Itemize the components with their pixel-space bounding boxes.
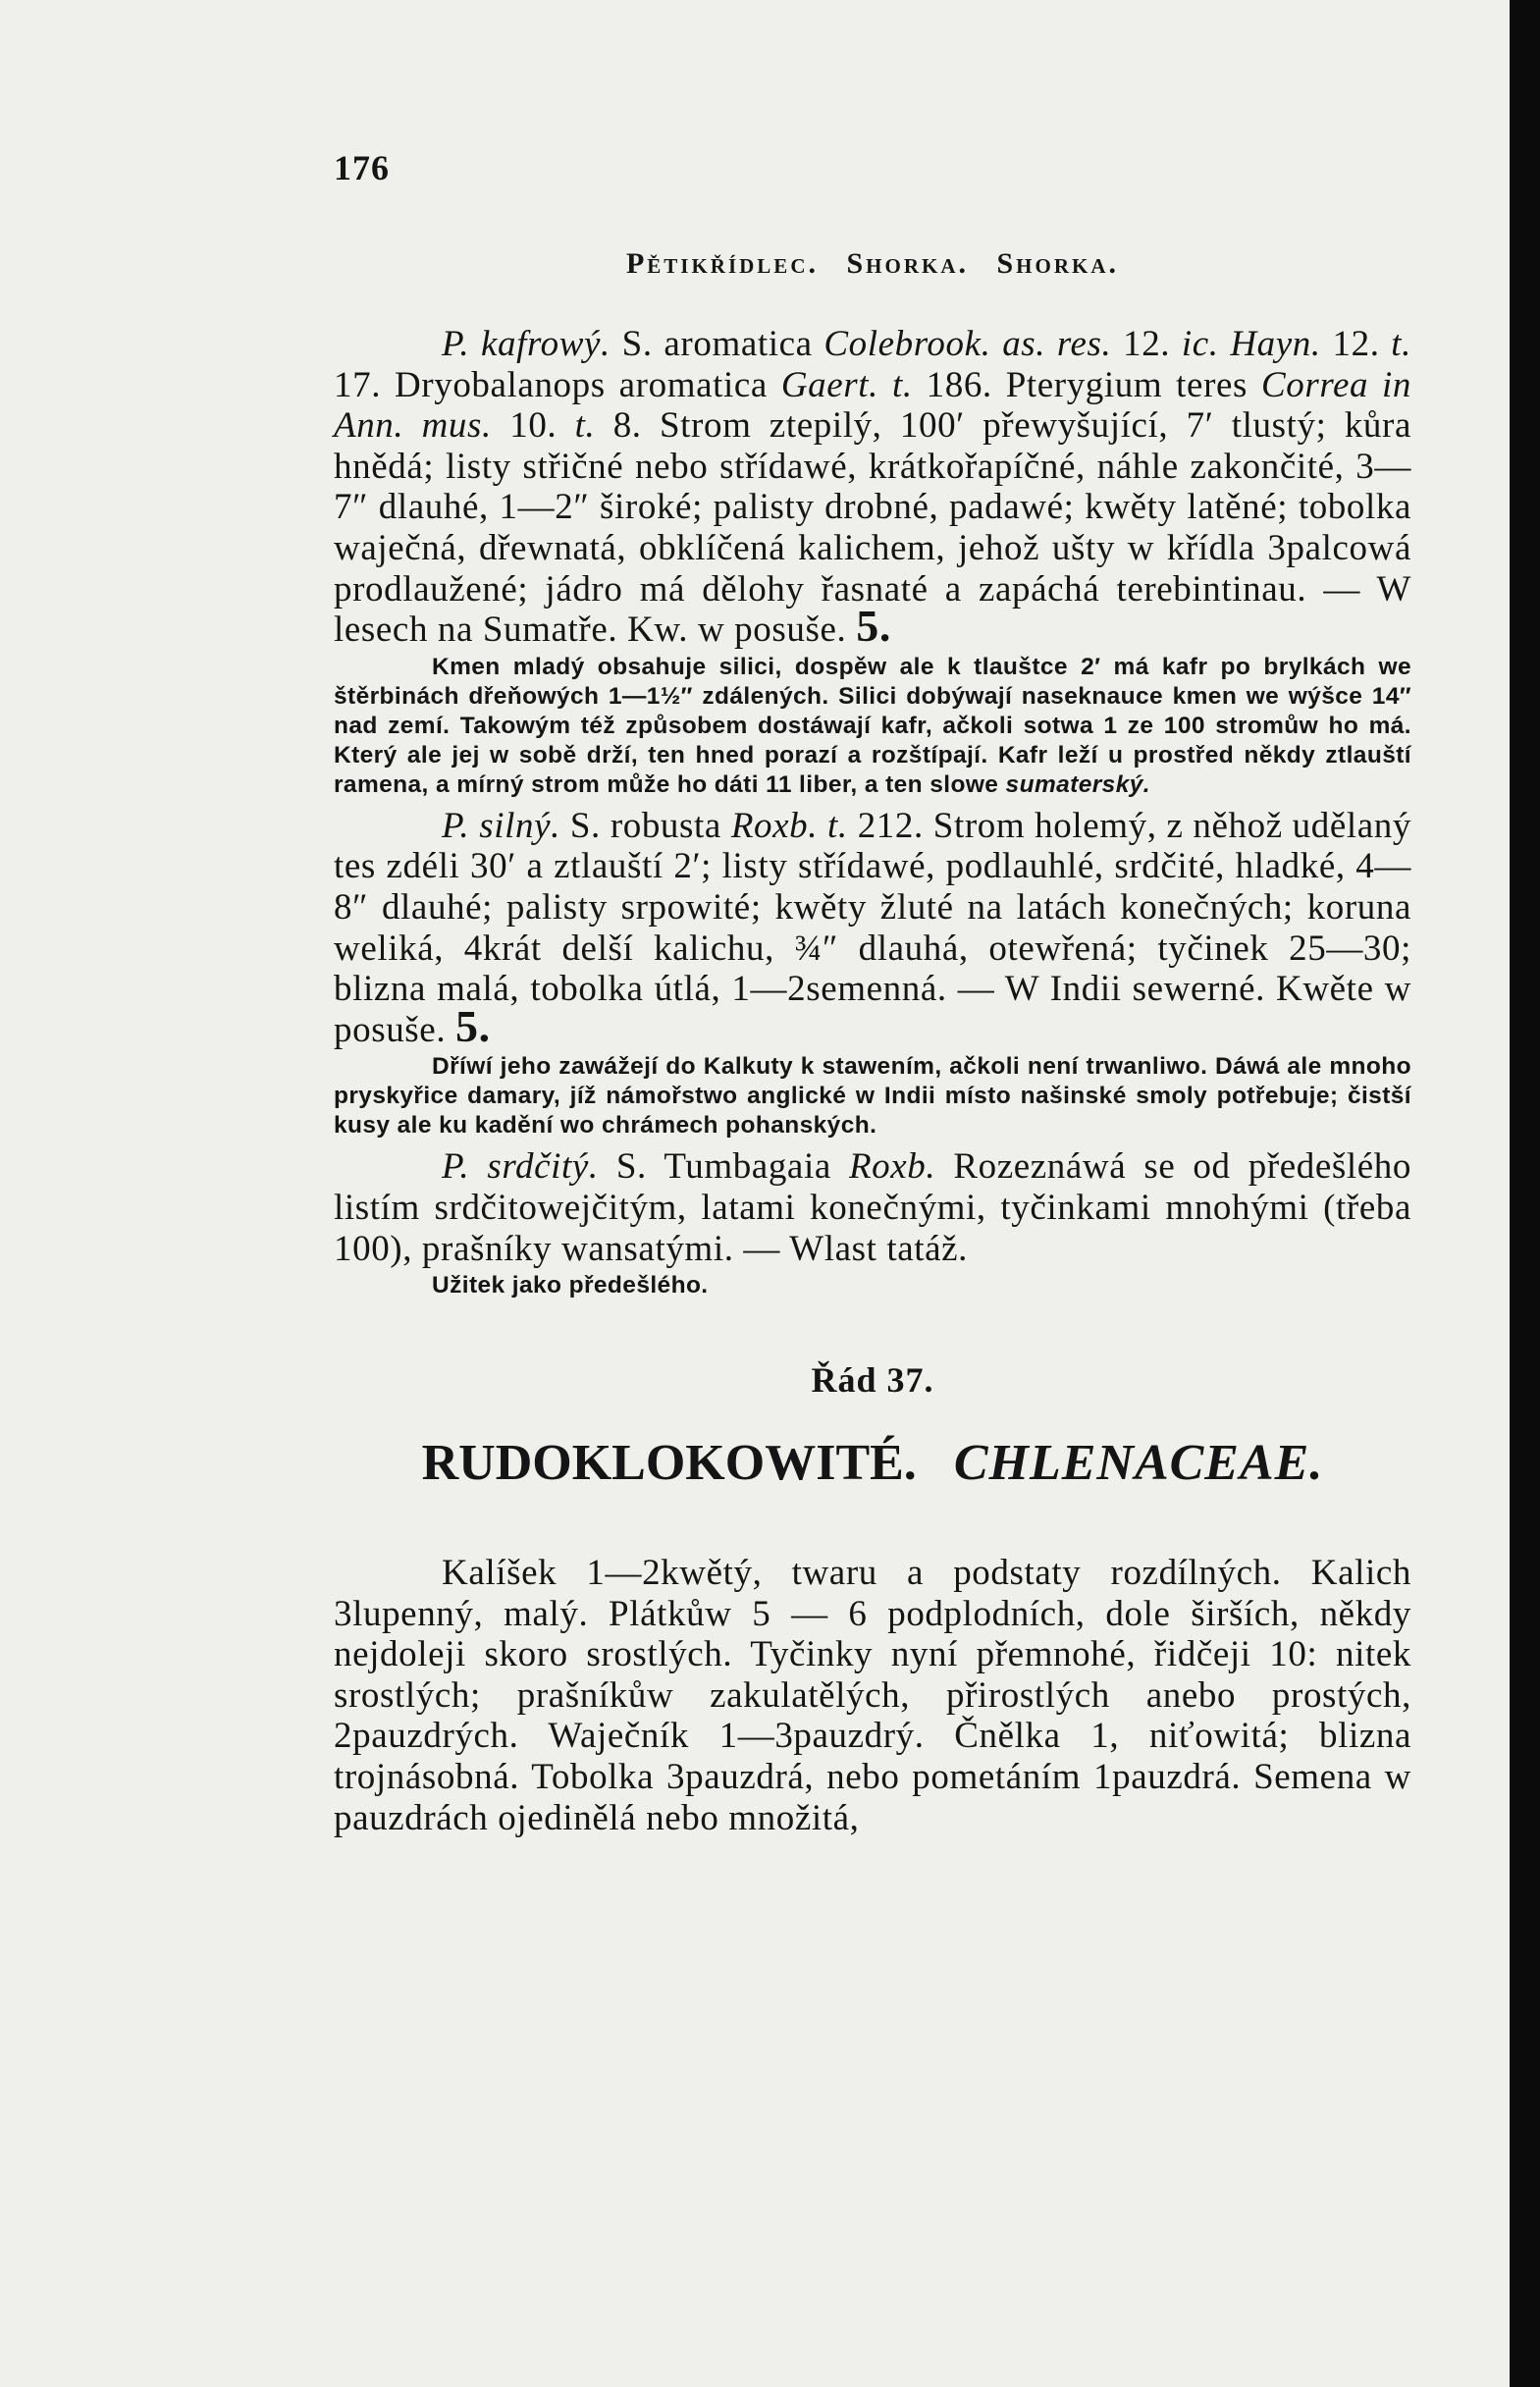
family-latin: CHLENACEAE.: [953, 1435, 1324, 1492]
authority: Correa in Ann. mus.: [334, 364, 1411, 447]
entry-text: S. robusta: [569, 805, 721, 846]
czech-name: srdčitý.: [487, 1146, 599, 1188]
authority: Roxb.: [848, 1146, 936, 1188]
order-title: Řád 37.: [811, 1360, 934, 1401]
entry-silny: [334, 806, 1411, 1051]
entry-text: 8. Strom ztepilý, 100′ přewyšující, 7′ tlustý; kůra hnědá; listy střičné nebo střídawé, krátkořapíčné, náhle zakončité, 3—7″ dlauhé, 1—2″ široké; palisty drobné, padawé; kwěty latěné; tobolka waječná, dřewnatá, obklíčená kalichem, jehož ušty w křídla 3palcowá prodlaužené; jádro má dělohy řasnaté a zapáchá terebintinau. — W lesech na Sumatře. Kw. w posuše.: [334, 405, 1411, 651]
authority: ic. Hayn.: [1181, 324, 1321, 364]
czech-name: kafrowý.: [481, 324, 611, 364]
entry-text: 186. Pterygium teres: [926, 364, 1248, 405]
genus-abbr: P.: [442, 324, 470, 364]
note-italic: sumaterský.: [1005, 770, 1150, 798]
running-head: Pětikřídlec. Shorka. Shorka.: [625, 247, 1120, 280]
authority: t.: [574, 405, 596, 447]
authority: t.: [1391, 324, 1412, 364]
authority: Gaert. t.: [780, 364, 913, 405]
entry-text: Rozeznáwá se od předešlého listím srdčitowejčitým, latami konečnými, tyčinkami mnohými (třeba 100), prašníky wansatými. — Wlast tatáž.: [334, 1146, 1411, 1269]
note-srdcity: Užitek jako předešlého.: [432, 1272, 709, 1300]
authority: Roxb. t.: [730, 805, 848, 846]
genus-abbr: P.: [442, 1146, 470, 1188]
note-kafrowy: [334, 653, 1411, 800]
family-description: Kalíšek 1—2kwětý, twaru a podstaty rozdílných. Kalich 3lupenný, malý. Plátkůw 5 — 6 podplodních, dole širších, někdy nejdoleji skoro srostlých. Tyčinky nyní přemnohé, řidčeji 10: nitek srostlých; prašníkůw zakulatělých, přirostlých anebo prostých, 2pauzdrých. Waječník 1—3pauzdrý. Čnělka 1, niťowitá; blizna trojnásobná. Tobolka 3pauzdrá, nebo pometáním 1pauzdrá. Semena w pauzdrách ojedinělá nebo množitá,: [334, 1553, 1411, 1838]
page-number: 176: [334, 148, 390, 187]
entry-text: S. Tumbagaia: [615, 1146, 831, 1188]
family-czech: RUDOKLOKOWITÉ.: [421, 1435, 917, 1492]
genus-abbr: P.: [442, 805, 470, 846]
family-title: [334, 1434, 1411, 1492]
entry-text: 12.: [1123, 324, 1171, 364]
perennial-symbol: 5.: [856, 601, 891, 652]
note-text: Kmen mladý obsahuje silici, dospěw ale k tlauštce 2′ má kafr po brylkách we štěrbinách dřeňowých 1—1½″ zdálených. Silici dobýwají naseknauce kmen we wýšce 14″ nad zemí. Takowým též způsobem dostáwají kafr, ačkoli sotwa 1 ze 100 stromůw ho má. Který ale jej w sobě drží, ten hned porazí a rozštípají. Kafr leží u prostřed někdy ztlauští ramena, a mírný strom může ho dáti 11 liber, a ten slowe: [334, 653, 1411, 798]
page-content: [334, 147, 1411, 1838]
scan-border: [1510, 0, 1540, 2387]
note-silny: Dříwí jeho zawážejí do Kalkuty k stawením, ačkoli není trwanliwo. Dáwá ale mnoho pryskyřice damary, jíž námořstwo anglické w Indii místo našinské smoly potřebuje; čistší kusy ale ku kadění wo chrámech pohanských.: [334, 1053, 1411, 1140]
entry-kafrowy: [334, 324, 1411, 651]
entry-text: S. aromatica: [621, 324, 813, 364]
perennial-symbol: 5.: [455, 1000, 491, 1051]
entry-text: 12.: [1332, 324, 1380, 364]
czech-name: silný.: [479, 805, 560, 846]
entry-text: 10.: [509, 405, 558, 447]
entry-srdcity: [334, 1146, 1411, 1269]
entry-text: 212. Strom holemý, z něhož udělaný tes zdéli 30′ a ztlauští 2′; listy střídawé, podlauhlé, srdčité, hladké, 4—8″ dlauhé; palisty srpowité; kwěty žluté na latách konečných; koruna weliká, 4krát delší kalichu, ¾″ dlauhá, otewřená; tyčinek 25—30; blizna malá, tobolka útlá, 1—2semenná. — W Indii sewerné. Kwěte w posuše.: [334, 805, 1411, 1050]
entry-text: 17. Dryobalanops aromatica: [334, 364, 768, 405]
authority: Colebrook. as. res.: [823, 324, 1112, 364]
